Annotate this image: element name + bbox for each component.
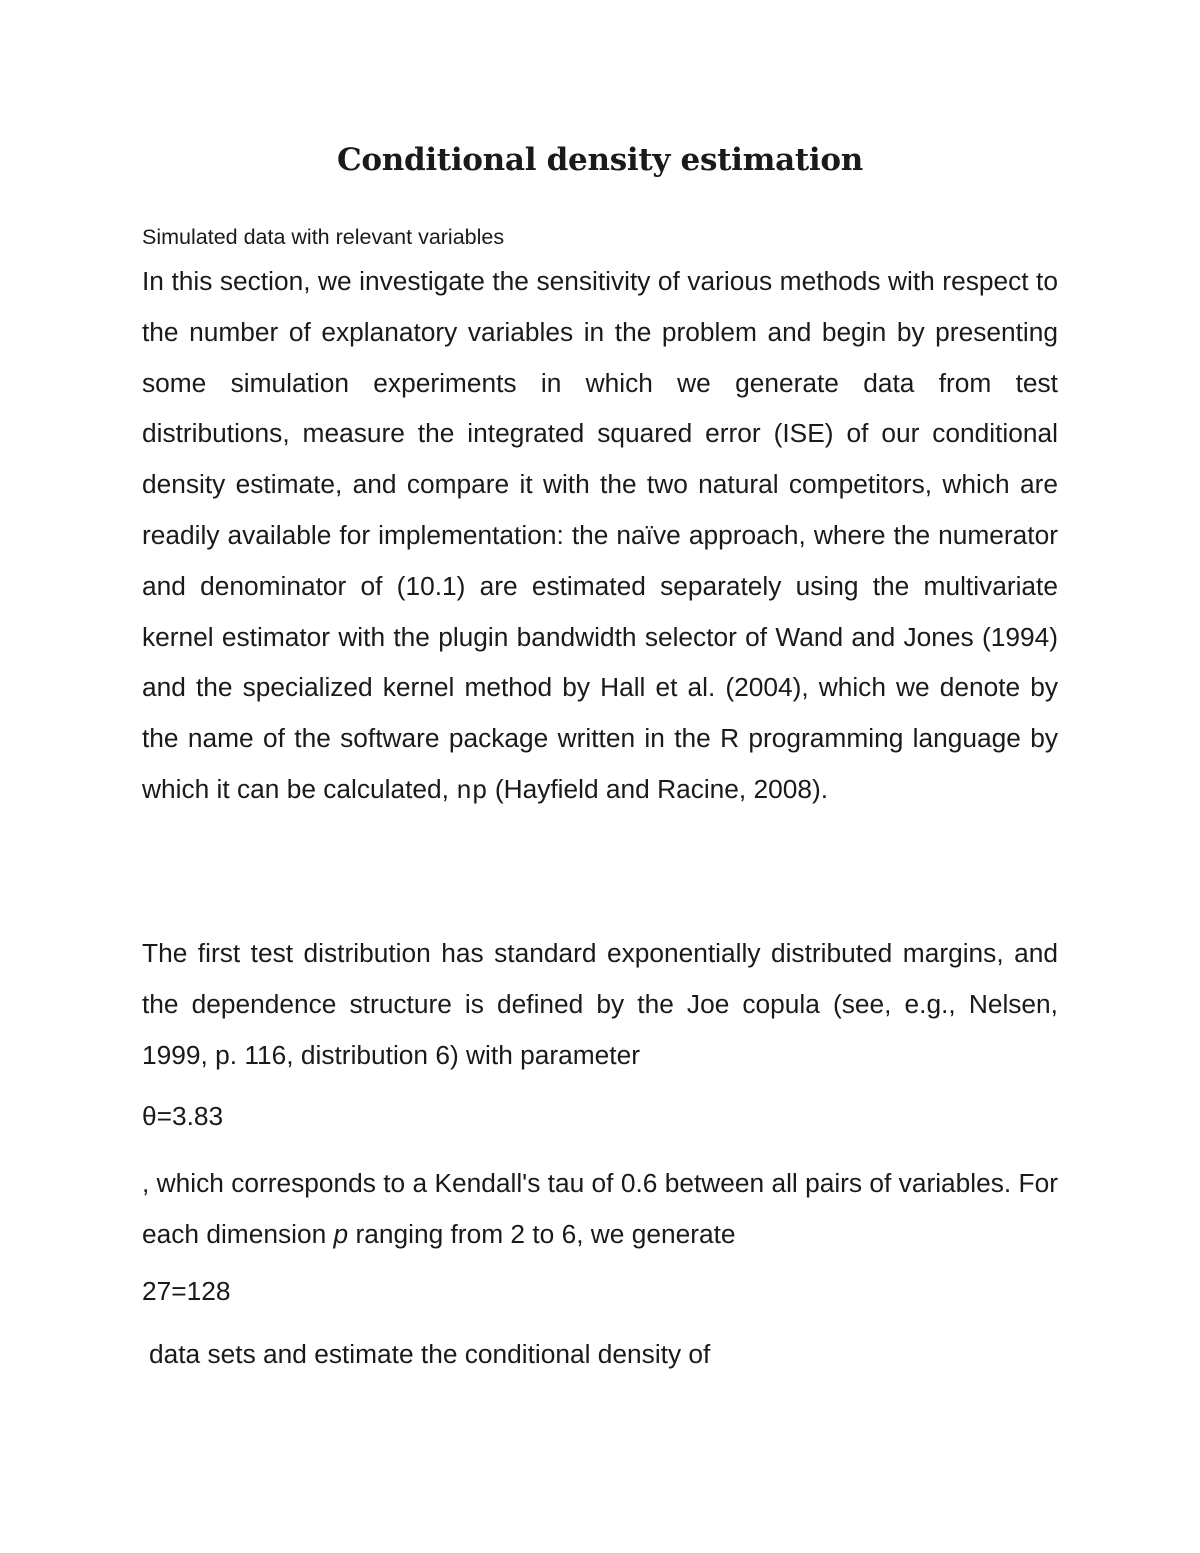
- paragraph-test-distribution: The first test distribution has standard exponentially distributed margins, and the dependence structure is defined by the Joe copula (see, e.g., Nelsen, 1999, p. 116, distribution 6) with parameter: [142, 938, 1058, 1070]
- paragraph-kendall-text: , which corresponds to a Kendall's tau of 0.6 between all pairs of variables. For each dimension: [142, 1168, 1058, 1249]
- page-title: Conditional density estimation: [336, 142, 864, 178]
- power-equation: 27=128: [142, 1276, 231, 1306]
- section-subtitle: Simulated data with relevant variables: [142, 225, 505, 249]
- dimension-variable: p: [333, 1218, 349, 1249]
- paragraph-kendall: [142, 1158, 1058, 1260]
- theta-equation: θ=3.83: [142, 1101, 224, 1131]
- paragraph-kendall-tail: ranging from 2 to 6, we generate: [355, 1218, 736, 1249]
- paragraph-intro-text: In this section, we investigate the sensitivity of various methods with respect to the number of explanatory variables in the problem and begin by presenting some simulation experiments in which we generate data from test distributions, measure the integrated squared error (ISE) of our conditional density estimate, and compare it with the two natural competitors, which are readily available for implementation: the naïve approach, where the numerator and denominator of (10.1) are estimated separately using the multivariate kernel estimator with the plugin bandwidth selector of Wand and Jones (1994) and the specialized kernel method by Hall et al. (2004), which we denote by the name of the software package written in the R programming language by which it can be calculated,: [142, 266, 1058, 804]
- np-package-code: np: [456, 775, 488, 806]
- paragraph-intro: [142, 256, 1058, 817]
- data-sets-line: data sets and estimate the conditional density of: [149, 1339, 711, 1369]
- paragraph-intro-citation: (Hayfield and Racine, 2008).: [494, 773, 829, 804]
